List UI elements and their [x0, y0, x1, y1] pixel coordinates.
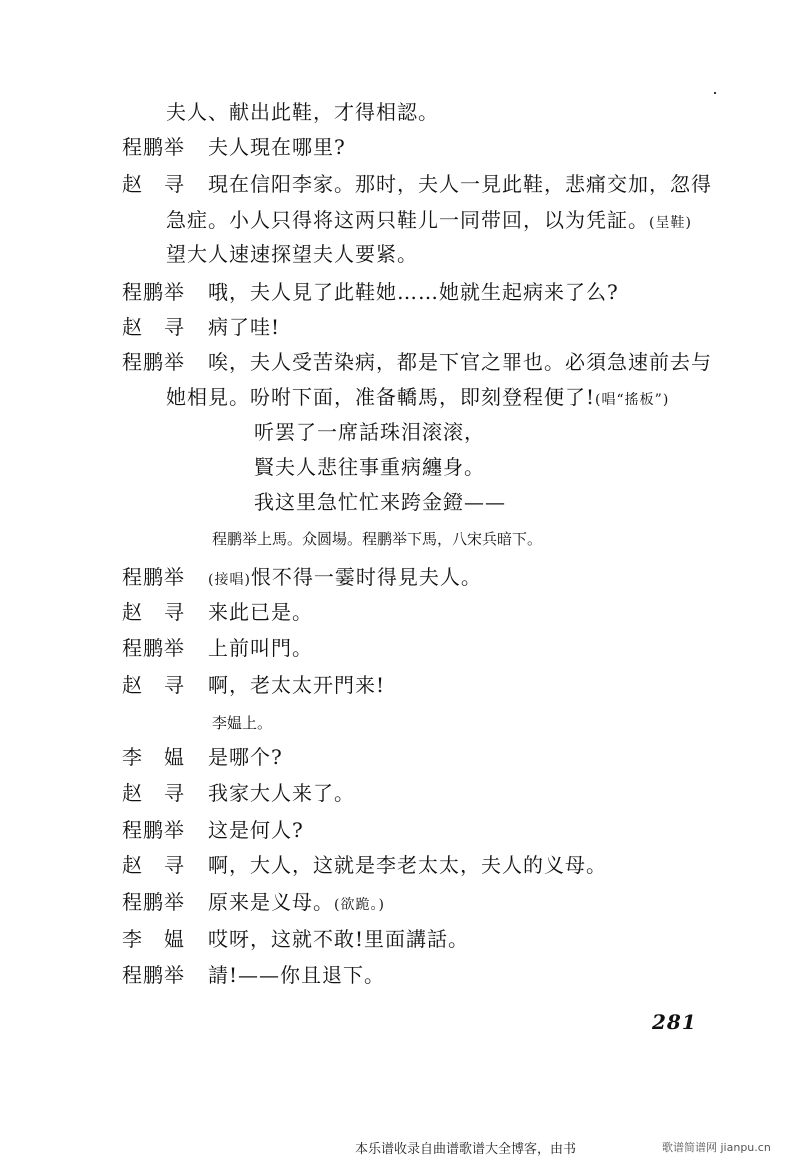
- dialogue-text: 上前叫門。: [208, 636, 313, 660]
- dialogue-text: 哦，夫人見了此鞋她……她就生起病来了么?: [208, 280, 619, 304]
- dialogue-text: 請!——你且退下。: [208, 963, 386, 987]
- dialogue-text: 急症。小人只得将这两只鞋儿一同带回，以为凭証。: [166, 208, 649, 232]
- speaker-name: 赵 寻: [122, 673, 185, 697]
- dialogue-text: 唉，夫人受苦染病，都是下官之罪也。必須急速前去与: [208, 350, 712, 374]
- dialogue-text: 她相見。吩咐下面，准备轎馬，即刻登程便了!: [166, 385, 596, 409]
- dialogue-text: 原来是义母。: [208, 890, 334, 914]
- speaker-name: 程鹏举: [122, 890, 185, 914]
- stage-direction-inline: (欲跪。): [334, 897, 385, 913]
- stage-direction: 程鹏举上馬。众圆場。程鹏举下馬，八宋兵暗下。: [212, 530, 543, 548]
- speaker-name: 李 媪: [122, 927, 185, 951]
- footer-source-note: 本乐谱收录自曲谱歌谱大全博客，由书: [355, 1142, 577, 1157]
- stage-direction-inline: (呈鞋): [649, 215, 692, 231]
- verse-line: 賢夫人悲往事重病纏身。: [254, 455, 485, 479]
- verse-line: 我这里急忙忙来跨金鐙——: [254, 490, 506, 514]
- speaker-name: 赵 寻: [122, 600, 185, 624]
- stage-direction: 李媪上。: [212, 714, 273, 732]
- dialogue-text: 夫人現在哪里?: [208, 135, 346, 159]
- speaker-name: 程鹏举: [122, 280, 185, 304]
- dialogue-continuation: 望大人速速探望夫人要紧。: [166, 242, 418, 266]
- dialogue-text: 这是何人?: [208, 818, 304, 842]
- footer-watermark: 歌谱简谱网 jianpu.cn: [662, 1141, 771, 1154]
- speaker-name: 程鹏举: [122, 350, 185, 374]
- dialogue-continuation: [166, 385, 669, 412]
- speaker-name: 程鹏举: [122, 135, 185, 159]
- print-speck: [714, 92, 716, 94]
- speaker-name: 程鹏举: [122, 963, 185, 987]
- page-number: 281: [652, 1010, 697, 1034]
- dialogue-text: 病了哇!: [208, 315, 281, 339]
- speaker-name: 程鹏举: [122, 565, 185, 589]
- speaker-name: 李 媪: [122, 745, 185, 769]
- dialogue-text: 現在信阳李家。那时，夫人一見此鞋，悲痛交加，忽得: [208, 172, 712, 196]
- dialogue-continuation: [166, 208, 692, 235]
- dialogue-text: [208, 565, 482, 592]
- dialogue-continuation: 夫人、献出此鞋，才得相認。: [166, 100, 439, 124]
- verse-line: 听罢了一席話珠泪滚滚，: [254, 420, 485, 444]
- dialogue-text: 哎呀，这就不敢!里面講話。: [208, 927, 470, 951]
- dialogue-text: 啊，大人，这就是李老太太，夫人的义母。: [208, 853, 607, 877]
- dialogue-text: 来此已是。: [208, 600, 313, 624]
- speaker-name: 程鹏举: [122, 636, 185, 660]
- speaker-name: 赵 寻: [122, 853, 185, 877]
- speaker-name: 程鹏举: [122, 818, 185, 842]
- dialogue-text: 是哪个?: [208, 745, 283, 769]
- stage-direction-inline: (接唱): [208, 572, 251, 588]
- dialogue-text: [208, 890, 385, 917]
- dialogue-text: 啊，老太太开門来!: [208, 673, 386, 697]
- dialogue-text: 我家大人来了。: [208, 781, 355, 805]
- speaker-name: 赵 寻: [122, 315, 185, 339]
- speaker-name: 赵 寻: [122, 781, 185, 805]
- stage-direction-inline: (唱“搖板”): [595, 392, 670, 408]
- dialogue-text: 恨不得一霎时得見夫人。: [250, 565, 482, 589]
- speaker-name: 赵 寻: [122, 172, 185, 196]
